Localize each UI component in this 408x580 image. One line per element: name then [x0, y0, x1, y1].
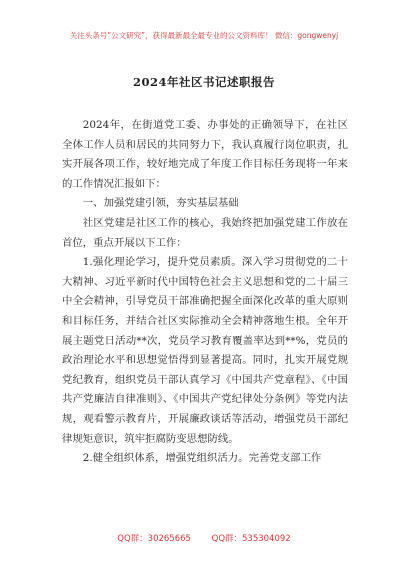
- paragraph-section-1-lead: 社区党建是社区工作的核心，我始终把加强党建工作放在首位，重点开展以下工作：: [62, 216, 348, 249]
- document-body: [62, 116, 348, 469]
- footer-qq-group-1: QQ群：30265665: [117, 534, 191, 544]
- section-heading-1: 一、加强党建引领，夯实基层基础: [82, 197, 239, 210]
- footer-qq-group-2: QQ群：535304092: [211, 534, 291, 544]
- document-title: 2024年社区书记述职报告: [132, 75, 275, 89]
- header-note: 关注头条号“公文研究”，获得最新最全最专业的公文资料库！ 微信：gongwenyj: [69, 31, 339, 40]
- footer-contact: [0, 532, 408, 544]
- paragraph-intro: 2024年，在街道党工委、办事处的正确领导下，在社区全体工作人员和居民的共同努力下，我认真履行岗位职责，扎实开展各项工作，较好地完成了年度工作目标任务现将一年来的工作情况汇报如下：: [62, 119, 348, 190]
- paragraph-item-1: 1.强化理论学习，提升党员素质。深入学习贯彻党的二十大精神、习近平新时代中国特色社会主义思想和党的二十届三中全会精神，引导党员干部准确把握全面深化改革的重大原则和目标任务，并结合社区实际推动全会精神落地生根。全年开展主题党日活动**次，党员学习教育覆盖率达到**%，党员的政治理论水平和思想觉悟得到显著提高。同时，扎实开展党规党纪教育，组织党员干部认真学习《中国共产党章程》、《中国共产党廉洁自律准则》、《中国共产党纪律处分条例》等党内法规，观看警示教育片，开展廉政谈话等活动，增强党员干部纪律规矩意识，筑牢拒腐防变思想防线。: [62, 256, 348, 445]
- paragraph-item-2: 2.健全组织体系，增强党组织活力。完善党支部工作: [82, 452, 322, 465]
